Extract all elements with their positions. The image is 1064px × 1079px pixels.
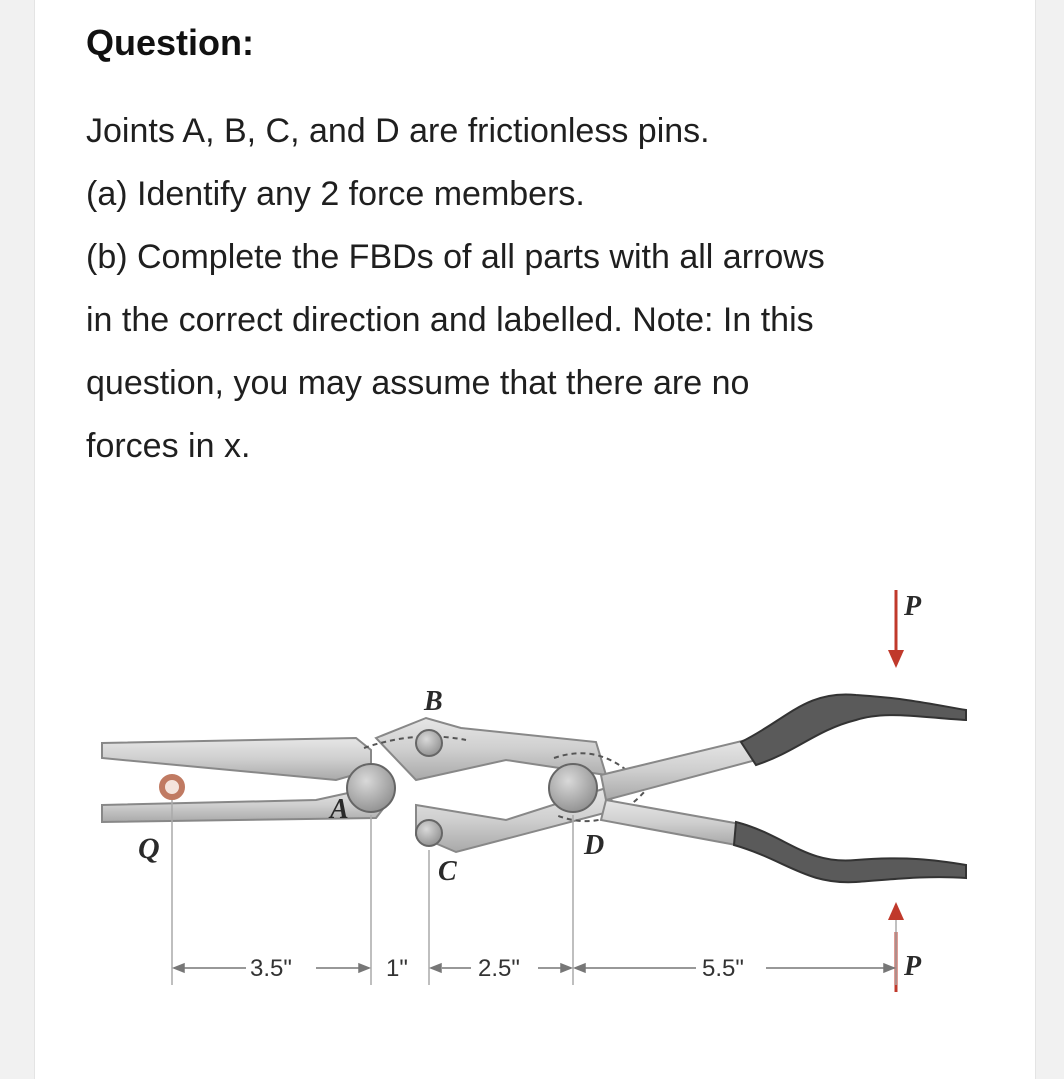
pin-c (416, 820, 442, 846)
upper-handle (601, 694, 966, 800)
label-c: C (438, 856, 457, 887)
label-p-bottom: P (904, 951, 922, 982)
workpiece-q (162, 777, 182, 797)
pliers-figure (86, 560, 986, 1000)
dimension-label: 2.5" (478, 955, 520, 982)
label-q: Q (138, 832, 160, 865)
lower-handle (601, 800, 966, 882)
question-heading: Question: (86, 22, 254, 63)
force-arrow-top (888, 590, 904, 668)
upper-jaw (102, 738, 371, 780)
question-line: Joints A, B, C, and D are frictionless pins. (86, 112, 710, 150)
dimension-label: 3.5" (250, 955, 292, 982)
lower-grip (734, 822, 966, 882)
pin-a (347, 764, 395, 812)
label-a: A (330, 794, 349, 825)
label-b: B (424, 686, 443, 717)
dimension-label: 1" (386, 955, 408, 982)
pin-d (549, 764, 597, 812)
pin-b (416, 730, 442, 756)
label-d: D (584, 830, 605, 861)
question-line: (b) Complete the FBDs of all parts with all arrows (86, 238, 825, 276)
upper-grip (741, 694, 966, 765)
question-line: forces in x. (86, 427, 251, 465)
question-text (86, 100, 986, 478)
pliers-diagram (86, 560, 986, 1000)
label-p-top: P (904, 591, 922, 622)
question-line: question, you may assume that there are no (86, 364, 750, 402)
dimension-label: 5.5" (702, 955, 744, 982)
question-line: in the correct direction and labelled. Note: In this (86, 301, 814, 339)
question-line: (a) Identify any 2 force members. (86, 175, 585, 213)
